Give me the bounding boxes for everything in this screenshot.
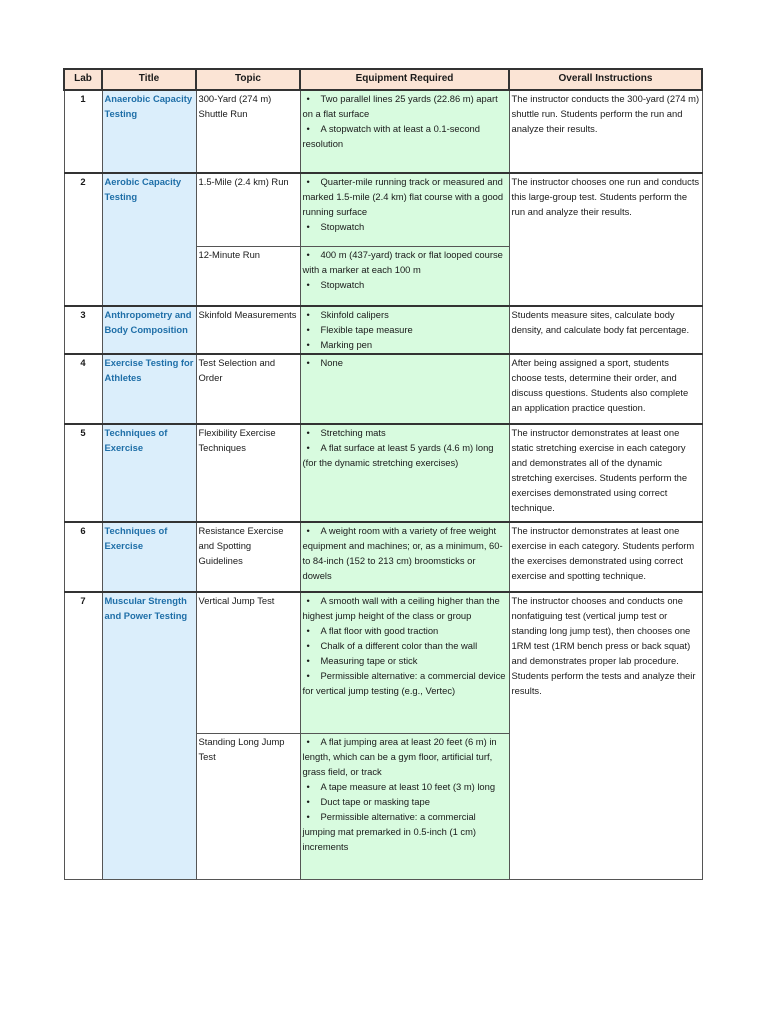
lab-number: 1 (64, 90, 102, 173)
lab-title: Anaerobic Capacity Testing (102, 90, 196, 173)
header-topic: Topic (196, 69, 300, 90)
list-item (303, 734, 507, 779)
lab-topic: Test Selection and Order (196, 354, 300, 424)
bullet-icon: • (306, 442, 310, 453)
lab-schedule-table (63, 68, 703, 880)
equipment-cell (300, 522, 509, 592)
lab-topic: 12-Minute Run (196, 246, 300, 306)
list-item (303, 653, 507, 668)
equipment-item-text: Stopwatch (320, 278, 365, 290)
lab-topic: Standing Long Jump Test (196, 733, 300, 879)
instructions-cell: The instructor chooses one run and conducts this large-group test. Students perform the run and analyze their results. (509, 173, 702, 306)
bullet-icon: • (306, 735, 310, 747)
bullet-icon: • (306, 357, 310, 368)
equipment-item-text: A stopwatch with at least a 0.1-second resolution (302, 123, 480, 149)
header-equipment: Equipment Required (300, 69, 509, 90)
bullet-icon: • (306, 123, 310, 134)
lab-topic: Skinfold Measurements (196, 306, 300, 354)
bullet-icon: • (306, 595, 310, 606)
bullet-icon: • (306, 525, 310, 536)
list-item (303, 307, 507, 322)
equipment-list (303, 593, 507, 698)
header-row (64, 69, 702, 90)
header-lab: Lab (64, 69, 102, 90)
table-row (64, 90, 702, 173)
list-item (303, 593, 507, 623)
list-item (303, 247, 507, 277)
instructions-cell: The instructor conducts the 300-yard (274 m) shuttle run. Students perform the run and analyze their results. (509, 90, 702, 173)
table-row (64, 354, 702, 424)
equipment-cell (300, 592, 509, 733)
table-body (64, 90, 702, 879)
header-title: Title (102, 69, 196, 90)
list-item (303, 174, 507, 219)
bullet-icon: • (306, 324, 310, 335)
lab-number: 2 (64, 173, 102, 306)
bullet-icon: • (306, 795, 310, 807)
list-item (303, 440, 507, 470)
equipment-list (303, 247, 507, 292)
instructions-cell: After being assigned a sport, students choose tests, determine their order, and discuss questions. Students also complete an application practice question. (509, 354, 702, 424)
equipment-item-text: Chalk of a different color than the wall (320, 640, 478, 651)
lab-title: Aerobic Capacity Testing (102, 173, 196, 306)
table-row (64, 306, 702, 354)
table-row (64, 173, 702, 246)
bullet-icon: • (306, 655, 310, 666)
lab-title: Exercise Testing for Athletes (102, 354, 196, 424)
bullet-icon: • (306, 221, 310, 232)
bullet-icon: • (306, 625, 310, 636)
equipment-item-text: A flat jumping area at least 20 feet (6 m) in length, which can be a gym floor, artificial turf, grass field, or track (302, 735, 497, 777)
equipment-item-text: Quarter-mile running track or measured and marked 1.5-mile (2.4 km) flat course with a good running surface (302, 176, 504, 217)
lab-number: 7 (64, 592, 102, 879)
table-row (64, 592, 702, 733)
lab-topic: Flexibility Exercise Techniques (196, 424, 300, 522)
list-item (303, 91, 507, 121)
equipment-item-text: Marking pen (320, 339, 373, 350)
equipment-item-text: Measuring tape or stick (320, 655, 418, 666)
list-item (303, 219, 507, 234)
equipment-item-text: A smooth wall with a ceiling higher than the highest jump height of the class or group (302, 595, 500, 621)
lab-topic: 300-Yard (274 m) Shuttle Run (196, 90, 300, 173)
list-item (303, 623, 507, 638)
equipment-list (303, 425, 507, 470)
equipment-item-text: Permissible alternative: a commercial jumping mat premarked in 0.5-inch (1 cm) increments (302, 810, 477, 852)
lab-title: Anthropometry and Body Composition (102, 306, 196, 354)
bullet-icon: • (306, 309, 310, 320)
equipment-cell (300, 246, 509, 306)
equipment-item-text: A tape measure at least 10 feet (3 m) long (320, 780, 496, 792)
bullet-icon: • (306, 670, 310, 681)
equipment-item-text: Stopwatch (320, 221, 365, 232)
instructions-cell: Students measure sites, calculate body density, and calculate body fat percentage. (509, 306, 702, 354)
equipment-item-text: A weight room with a variety of free weight equipment and machines; or, as a minimum, 60- to 84-inch (152 to 213 cm) broomsticks or dowels (302, 525, 503, 581)
equipment-cell (300, 173, 509, 246)
equipment-cell (300, 306, 509, 354)
equipment-list (303, 355, 507, 370)
lab-topic: Resistance Exercise and Spotting Guidelines (196, 522, 300, 592)
bullet-icon: • (306, 339, 310, 350)
bullet-icon: • (306, 176, 310, 187)
header-instructions: Overall Instructions (509, 69, 702, 90)
bullet-icon: • (306, 780, 310, 792)
instructions-cell: The instructor demonstrates at least one static stretching exercise in each category and demonstrates all of the dynamic stretching exercises. Students perform the exercises demonstrated using correct technique. (509, 424, 702, 522)
list-item (303, 638, 507, 653)
equipment-list (303, 734, 507, 854)
list-item (303, 779, 507, 794)
table-row (64, 424, 702, 522)
equipment-item-text: None (320, 357, 343, 368)
list-item (303, 121, 507, 151)
equipment-list (303, 307, 507, 352)
equipment-item-text: Stretching mats (320, 427, 386, 438)
bullet-icon: • (306, 278, 310, 290)
bullet-icon: • (306, 640, 310, 651)
lab-number: 5 (64, 424, 102, 522)
lab-topic: Vertical Jump Test (196, 592, 300, 733)
instructions-cell: The instructor demonstrates at least one exercise in each category. Students perform the exercises demonstrated using correct exercise and spotting technique. (509, 522, 702, 592)
bullet-icon: • (306, 93, 310, 104)
equipment-list (303, 174, 507, 234)
lab-number: 6 (64, 522, 102, 592)
equipment-list (303, 523, 507, 583)
list-item (303, 809, 507, 854)
equipment-cell (300, 90, 509, 173)
equipment-list (303, 91, 507, 151)
equipment-item-text: Flexible tape measure (320, 324, 413, 335)
list-item (303, 277, 507, 292)
equipment-cell (300, 354, 509, 424)
list-item (303, 668, 507, 698)
lab-topic: 1.5-Mile (2.4 km) Run (196, 173, 300, 246)
lab-title: Techniques of Exercise (102, 522, 196, 592)
table-row (64, 522, 702, 592)
list-item (303, 322, 507, 337)
equipment-item-text: Skinfold calipers (320, 309, 389, 320)
bullet-icon: • (306, 248, 310, 260)
equipment-item-text: Permissible alternative: a commercial device for vertical jump testing (e.g., Vertec) (302, 670, 506, 696)
list-item (303, 523, 507, 583)
equipment-item-text: Two parallel lines 25 yards (22.86 m) apart on a flat surface (302, 93, 498, 119)
equipment-item-text: A flat floor with good traction (320, 625, 439, 636)
lab-title: Muscular Strength and Power Testing (102, 592, 196, 879)
lab-number: 4 (64, 354, 102, 424)
equipment-item-text: A flat surface at least 5 yards (4.6 m) long (for the dynamic stretching exercises) (302, 442, 494, 468)
list-item (303, 794, 507, 809)
lab-title: Techniques of Exercise (102, 424, 196, 522)
equipment-item-text: 400 m (437-yard) track or flat looped course with a marker at each 100 m (302, 248, 503, 275)
instructions-cell: The instructor chooses and conducts one nonfatiguing test (vertical jump test or standing long jump test), then chooses one 1RM test (1RM bench press or back squat) and demonstrates proper lab procedure. Students perform the tests and analyze their results. (509, 592, 702, 879)
equipment-cell (300, 424, 509, 522)
table-header (64, 69, 702, 90)
list-item (303, 337, 507, 352)
list-item (303, 425, 507, 440)
equipment-cell (300, 733, 509, 879)
lab-number: 3 (64, 306, 102, 354)
bullet-icon: • (306, 427, 310, 438)
list-item (303, 355, 507, 370)
bullet-icon: • (306, 810, 310, 822)
equipment-item-text: Duct tape or masking tape (320, 795, 430, 807)
